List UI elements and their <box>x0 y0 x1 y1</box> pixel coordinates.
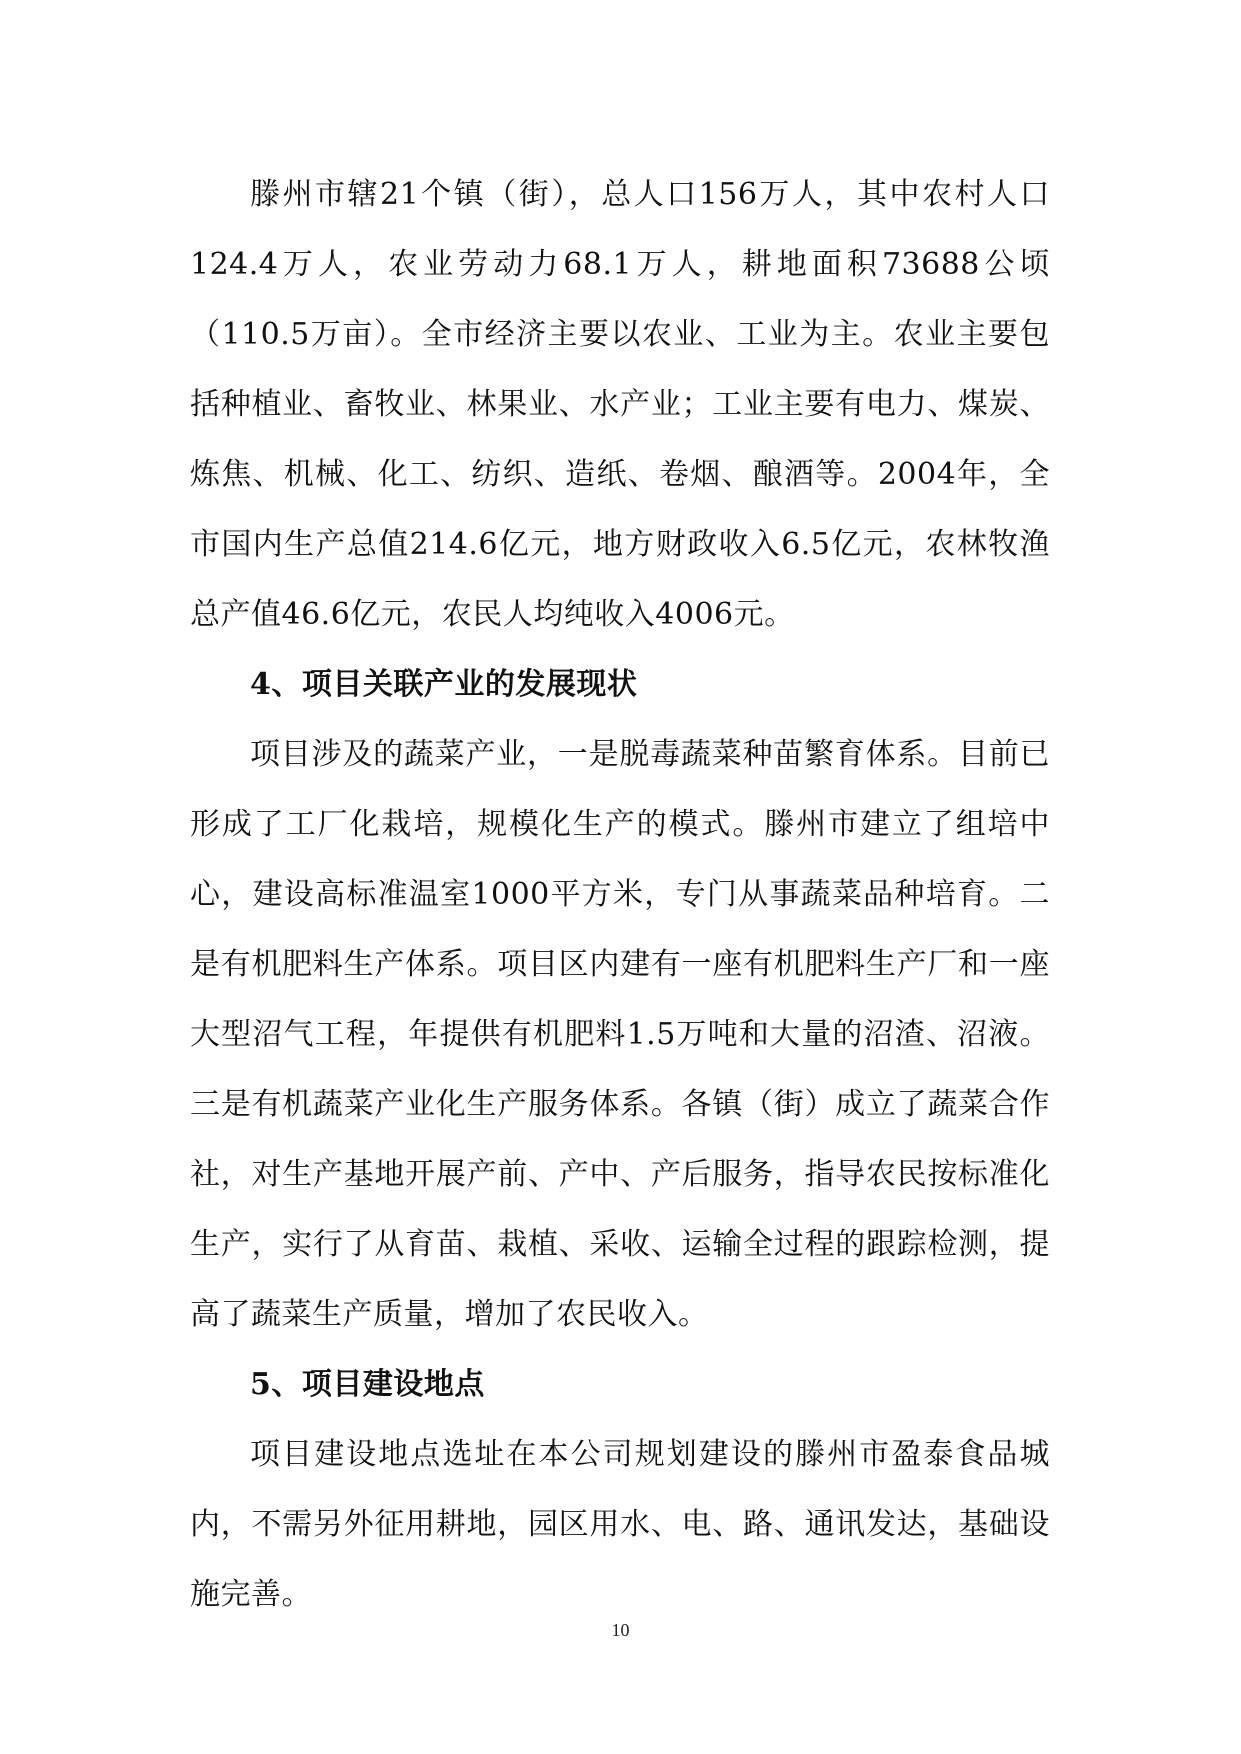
paragraph-tengzhou-overview: 滕州市辖21个镇（街），总人口156万人，其中农村人口124.4万人，农业劳动力68.1万人，耕地面积73688公顷（110.5万亩）。全市经济主要以农业、工业为主。农业主要包括种植业、畜牧业、林果业、水产业；工业主要有电力、煤炭、炼焦、机械、化工、纺织、造纸、卷烟、酿酒等。2004年，全市国内生产总值214.6亿元，地方财政收入6.5亿元，农林牧渔总产值46.6亿元，农民人均纯收入4006元。 <box>190 177 1050 632</box>
page-number: 10 <box>611 1620 630 1640</box>
section-heading-project-location: 5、项目建设地点 <box>250 1367 485 1402</box>
document-body <box>190 160 1050 1630</box>
section-heading-related-industry: 4、项目关联产业的发展现状 <box>250 667 638 702</box>
paragraph-project-location: 项目建设地点选址在本公司规划建设的滕州市盈泰食品城内，不需另外征用耕地，园区用水、电、路、通讯发达，基础设施完善。 <box>190 1437 1050 1612</box>
paragraph-vegetable-industry: 项目涉及的蔬菜产业，一是脱毒蔬菜种苗繁育体系。目前已形成了工厂化栽培，规模化生产的模式。滕州市建立了组培中心，建设高标准温室1000平方米，专门从事蔬菜品种培育。二是有机肥料生产体系。项目区内建有一座有机肥料生产厂和一座大型沼气工程，年提供有机肥料1.5万吨和大量的沼渣、沼液。三是有机蔬菜产业化生产服务体系。各镇（街）成立了蔬菜合作社，对生产基地开展产前、产中、产后服务，指导农民按标准化生产，实行了从育苗、栽植、采收、运输全过程的跟踪检测，提高了蔬菜生产质量，增加了农民收入。 <box>190 737 1050 1332</box>
